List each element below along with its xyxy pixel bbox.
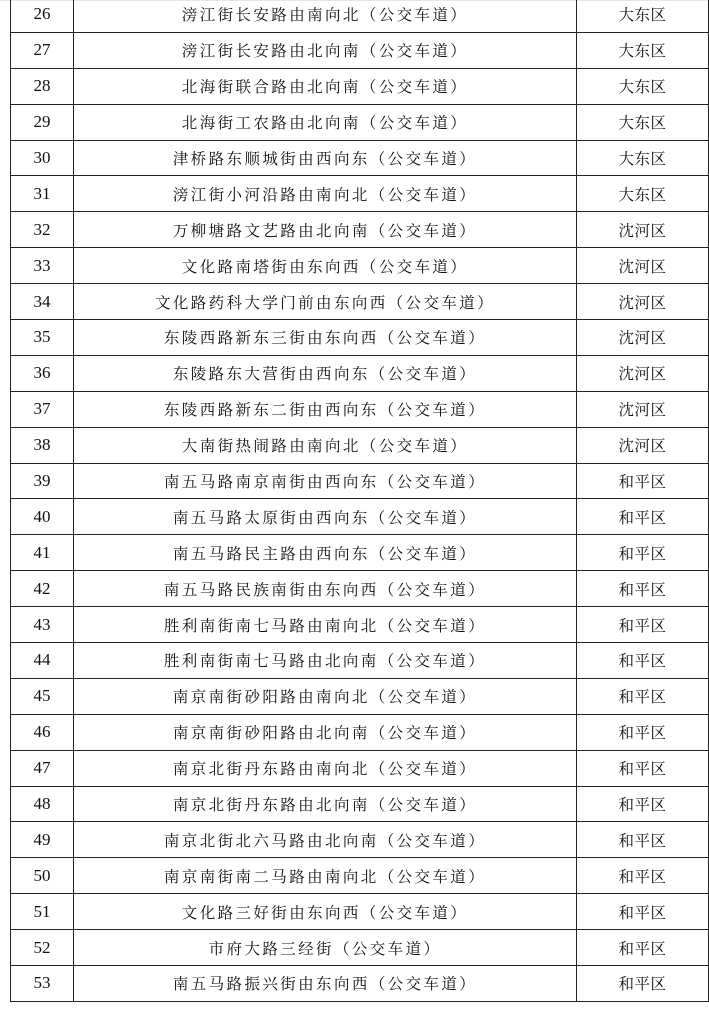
row-number: 27 [11, 32, 74, 68]
table-row [11, 678, 709, 714]
row-number: 49 [11, 822, 74, 858]
row-number: 32 [11, 212, 74, 248]
district: 和平区 [577, 822, 709, 858]
row-number: 44 [11, 643, 74, 679]
road-location: 北海街联合路由北向南（公交车道） [74, 68, 577, 104]
row-number: 42 [11, 571, 74, 607]
district: 大东区 [577, 0, 709, 32]
table-body [11, 0, 709, 1001]
road-location: 文化路三好街由东向西（公交车道） [74, 894, 577, 930]
road-location: 津桥路东顺城街由西向东（公交车道） [74, 140, 577, 176]
table-row [11, 858, 709, 894]
table-row [11, 535, 709, 571]
district: 和平区 [577, 463, 709, 499]
table-row [11, 750, 709, 786]
road-location: 胜利南街南七马路由北向南（公交车道） [74, 643, 577, 679]
row-number: 52 [11, 930, 74, 966]
row-number: 45 [11, 678, 74, 714]
table-row [11, 248, 709, 284]
district: 和平区 [577, 678, 709, 714]
road-location: 文化路南塔街由东向西（公交车道） [74, 248, 577, 284]
district: 和平区 [577, 535, 709, 571]
table-row [11, 176, 709, 212]
district: 沈河区 [577, 284, 709, 320]
district: 大东区 [577, 176, 709, 212]
district: 大东区 [577, 68, 709, 104]
road-location: 市府大路三经街（公交车道） [74, 930, 577, 966]
row-number: 41 [11, 535, 74, 571]
table-row [11, 140, 709, 176]
table-row [11, 391, 709, 427]
row-number: 51 [11, 894, 74, 930]
district: 和平区 [577, 894, 709, 930]
row-number: 29 [11, 104, 74, 140]
table-row [11, 714, 709, 750]
road-location: 文化路药科大学门前由东向西（公交车道） [74, 284, 577, 320]
table-row [11, 427, 709, 463]
table-row [11, 930, 709, 966]
row-number: 28 [11, 68, 74, 104]
road-location: 南五马路民族南街由东向西（公交车道） [74, 571, 577, 607]
district: 和平区 [577, 930, 709, 966]
road-location: 东陵西路新东二街由西向东（公交车道） [74, 391, 577, 427]
district: 大东区 [577, 32, 709, 68]
row-number: 46 [11, 714, 74, 750]
row-number: 53 [11, 966, 74, 1002]
table-row [11, 571, 709, 607]
district: 沈河区 [577, 391, 709, 427]
district: 沈河区 [577, 212, 709, 248]
table-row [11, 355, 709, 391]
camera-location-table [10, 0, 709, 1002]
district: 和平区 [577, 607, 709, 643]
road-location: 南五马路南京南街由西向东（公交车道） [74, 463, 577, 499]
table-row [11, 212, 709, 248]
table-row [11, 643, 709, 679]
road-location: 南五马路民主路由西向东（公交车道） [74, 535, 577, 571]
district: 沈河区 [577, 427, 709, 463]
row-number: 33 [11, 248, 74, 284]
district: 和平区 [577, 966, 709, 1002]
table-row [11, 68, 709, 104]
row-number: 37 [11, 391, 74, 427]
district: 大东区 [577, 140, 709, 176]
road-location: 滂江街小河沿路由南向北（公交车道） [74, 176, 577, 212]
road-location: 滂江街长安路由南向北（公交车道） [74, 0, 577, 32]
district: 和平区 [577, 643, 709, 679]
table-row [11, 32, 709, 68]
row-number: 31 [11, 176, 74, 212]
road-location: 北海街工农路由北向南（公交车道） [74, 104, 577, 140]
road-location: 南京南街南二马路由南向北（公交车道） [74, 858, 577, 894]
road-location: 东陵路东大营街由西向东（公交车道） [74, 355, 577, 391]
table-row [11, 320, 709, 356]
row-number: 26 [11, 0, 74, 32]
table-row [11, 966, 709, 1002]
row-number: 47 [11, 750, 74, 786]
district: 和平区 [577, 786, 709, 822]
district: 沈河区 [577, 320, 709, 356]
table-row [11, 822, 709, 858]
road-location: 南京北街丹东路由南向北（公交车道） [74, 750, 577, 786]
road-location: 南京北街丹东路由北向南（公交车道） [74, 786, 577, 822]
row-number: 50 [11, 858, 74, 894]
district: 和平区 [577, 499, 709, 535]
row-number: 43 [11, 607, 74, 643]
row-number: 40 [11, 499, 74, 535]
table-row [11, 104, 709, 140]
row-number: 36 [11, 355, 74, 391]
district: 和平区 [577, 714, 709, 750]
road-location: 万柳塘路文艺路由北向南（公交车道） [74, 212, 577, 248]
district: 大东区 [577, 104, 709, 140]
row-number: 30 [11, 140, 74, 176]
road-location: 南京北街北六马路由北向南（公交车道） [74, 822, 577, 858]
road-location: 大南街热闹路由南向北（公交车道） [74, 427, 577, 463]
row-number: 38 [11, 427, 74, 463]
district: 沈河区 [577, 355, 709, 391]
district: 和平区 [577, 858, 709, 894]
district: 和平区 [577, 571, 709, 607]
road-location: 南五马路振兴街由东向西（公交车道） [74, 966, 577, 1002]
road-location: 东陵西路新东三街由东向西（公交车道） [74, 320, 577, 356]
road-location: 滂江街长安路由北向南（公交车道） [74, 32, 577, 68]
row-number: 48 [11, 786, 74, 822]
district: 和平区 [577, 750, 709, 786]
road-location: 胜利南街南七马路由南向北（公交车道） [74, 607, 577, 643]
table-row [11, 284, 709, 320]
district: 沈河区 [577, 248, 709, 284]
table-row [11, 463, 709, 499]
table-row [11, 0, 709, 32]
table-row [11, 786, 709, 822]
table-row [11, 894, 709, 930]
row-number: 34 [11, 284, 74, 320]
row-number: 39 [11, 463, 74, 499]
road-location: 南京南街砂阳路由北向南（公交车道） [74, 714, 577, 750]
table-row [11, 607, 709, 643]
road-location: 南五马路太原街由西向东（公交车道） [74, 499, 577, 535]
table-row [11, 499, 709, 535]
road-location: 南京南街砂阳路由南向北（公交车道） [74, 678, 577, 714]
row-number: 35 [11, 320, 74, 356]
